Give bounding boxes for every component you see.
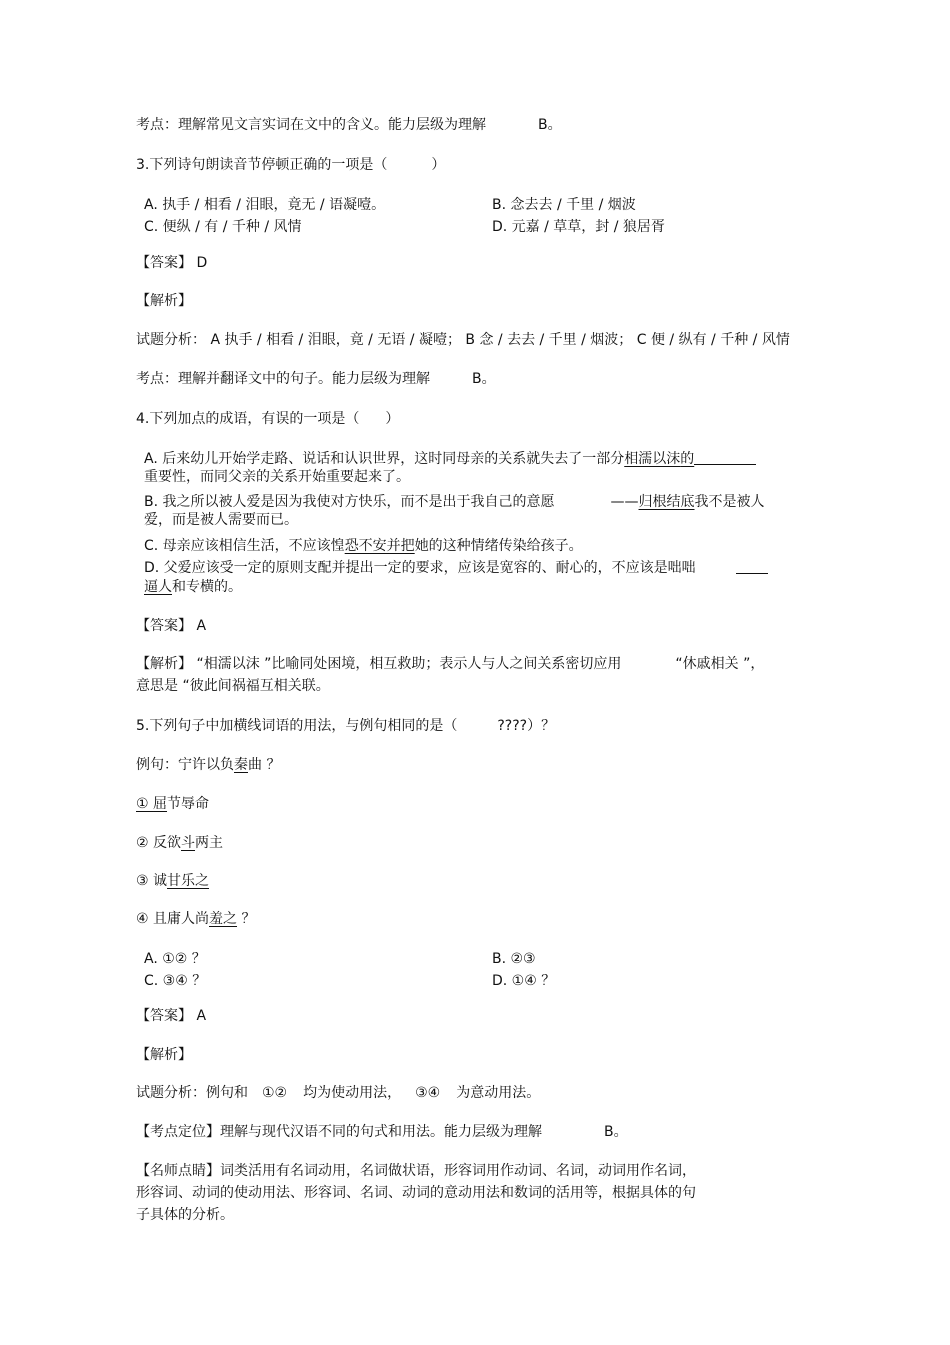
q5-example: 例句：宁许以负秦曲 ？	[136, 757, 281, 773]
q4-option-b-line1: B. 我之所以被人爱是因为我使对方快乐，而不是出于我自己的意愿 ——归根结底我不是被人	[144, 494, 765, 510]
q4-option-a-line1: A. 后来幼儿开始学走路、说话和认识世界，这时同母亲的关系就失去了一部分相濡以沫的	[144, 450, 756, 468]
q3-jiexi-label: 【解析】	[136, 293, 192, 309]
q4-option-b-line2: 爱，而是被人需要而已。	[144, 512, 298, 528]
underlined-word: 羞之	[209, 911, 238, 927]
q4-jiexi-line1: 【解析】 “相濡以沫 ”比喻同处困境，相互救助；表示人与人之间关系密切应用 “休戚相关 ”，	[136, 656, 765, 672]
q5-item-1: ① 屈节辱命	[136, 796, 210, 812]
q3-option-c: C. 便纵 / 有 / 千种 / 风情	[144, 219, 302, 235]
underlined-word: 秦	[234, 757, 248, 773]
q3-answer: 【答案】 D	[136, 255, 208, 271]
q3-option-d: D. 元嘉 / 草草，封 / 狼居胥	[492, 219, 665, 235]
q5-mingshi-line3: 子具体的分析。	[136, 1207, 234, 1223]
q5-analysis: 试题分析：例句和 ①② 均为使动用法， ③④ 为意动用法。	[136, 1085, 541, 1101]
q4-stem: 4.下列加点的成语，有误的一项是（ ）	[136, 411, 400, 427]
q5-option-c: C. ③④ ？	[144, 973, 207, 989]
q3-option-b: B. 念去去 / 千里 / 烟波	[492, 197, 636, 213]
q5-item-4: ④ 且庸人尚羞之 ？	[136, 911, 256, 927]
q4-option-d-line2: 逼人和专横的。	[144, 579, 242, 595]
underlined-idiom: 相濡以沫	[624, 451, 681, 467]
underlined-idiom: 归根结底	[638, 494, 695, 510]
underlined-idiom: 逼人	[144, 579, 172, 595]
q3-kaodian: 考点：理解并翻译文中的句子。能力层级为理解 B。	[136, 371, 496, 387]
q5-jiexi-label: 【解析】	[136, 1047, 192, 1063]
underlined-word: 屈	[153, 796, 168, 812]
q5-mingshi-line2: 形容词、动词的使动用法、形容词、名词、动词的意动用法和数词的活用等，根据具体的句	[136, 1185, 696, 1201]
q5-option-a: A. ①② ？	[144, 951, 206, 967]
q5-option-b: B. ②③	[492, 951, 536, 967]
q4-option-a-line2: 重要性，而同父亲的关系开始重要起来了。	[144, 469, 410, 485]
q5-answer: 【答案】 A	[136, 1008, 207, 1024]
underlined-idiom: 恐不安并把	[344, 538, 415, 554]
underlined-word: 甘乐之	[167, 873, 210, 889]
q4-option-c: C. 母亲应该相信生活，不应该惶恐不安并把她的这种情绪传染给孩子。	[144, 538, 583, 554]
q5-mingshi-line1: 【名师点睛】词类活用有名词动用，名词做状语，形容词用作动词、名词，动词用作名词，	[136, 1163, 696, 1179]
q5-kaodian-dingwei: 【考点定位】理解与现代汉语不同的句式和用法。能力层级为理解 B。	[136, 1124, 628, 1140]
q5-item-3: ③ 诚甘乐之	[136, 873, 210, 889]
q5-option-d: D. ①④ ？	[492, 973, 556, 989]
q3-option-a: A. 执手 / 相看 / 泪眼，竟无 / 语凝噎。	[144, 197, 386, 213]
q4-answer: 【答案】 A	[136, 618, 207, 634]
q4-jiexi-line2: 意思是 “彼此间祸福互相关联。	[136, 678, 330, 694]
q4-option-d-line1: D. 父爱应该受一定的原则支配并提出一定的要求，应该是宽容的、耐心的，不应该是咄咄	[144, 559, 768, 577]
underlined-word: 斗	[181, 835, 196, 851]
kaodian-line-1: 考点：理解常见文言实词在文中的含义。能力层级为理解 B。	[136, 117, 562, 133]
q5-stem: 5.下列句子中加横线词语的用法，与例句相同的是（ ????）？	[136, 718, 556, 734]
q3-analysis: 试题分析： A 执手 / 相看 / 泪眼，竟 / 无语 / 凝噎； B 念 / 去去 / 千里 / 烟波； C 便 / 纵有 / 千种 / 风情	[136, 332, 790, 348]
q3-stem: 3.下列诗句朗读音节停顿正确的一项是（ ）	[136, 157, 446, 173]
q5-item-2: ② 反欲斗两主	[136, 835, 224, 851]
